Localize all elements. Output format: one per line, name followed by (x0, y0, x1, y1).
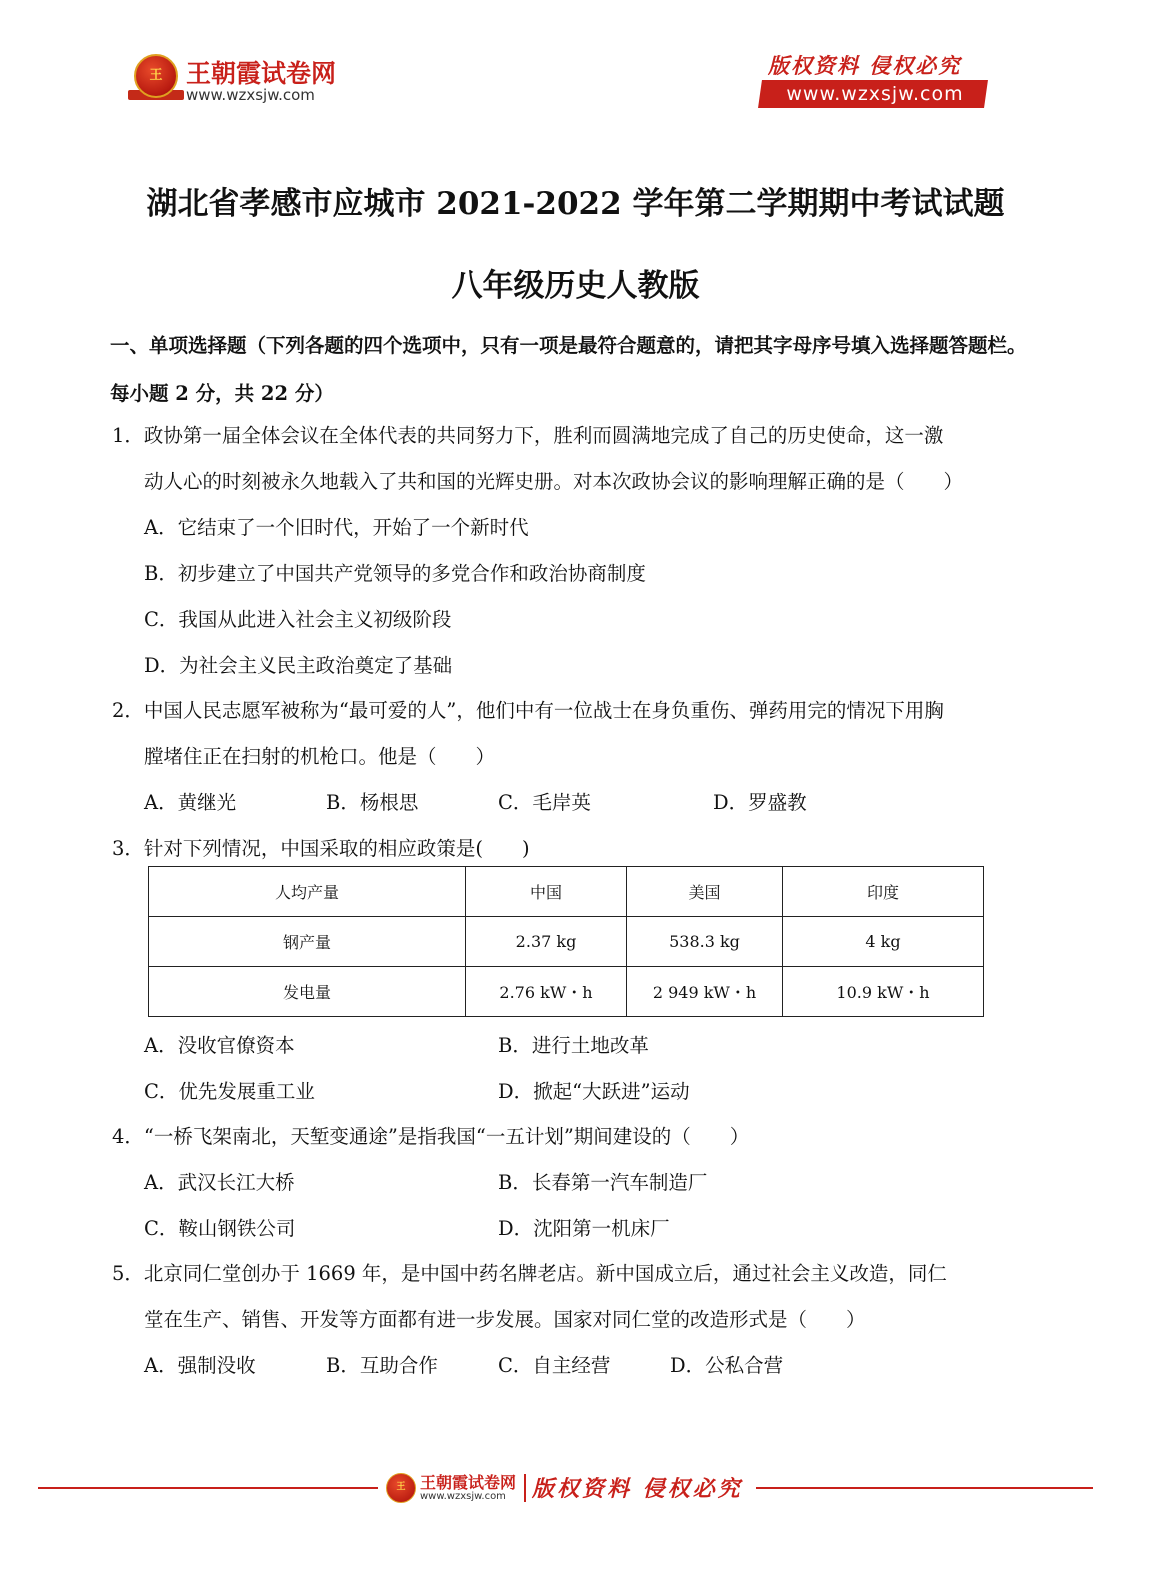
question-3-option-d[interactable]: D．掀起“大跃进”运动 (498, 1080, 690, 1103)
table-cell: 2.37 kg (466, 917, 627, 967)
question-2-option-a[interactable]: A．黄继光 (144, 791, 237, 814)
question-1-text-cont: 动人心的时刻被永久地载入了共和国的光辉史册。对本次政协会议的影响理解正确的是（ ） (144, 470, 964, 493)
footer-separator (524, 1474, 526, 1502)
question-1-text: 1．政协第一届全体会议在全体代表的共同努力下，胜利而圆满地完成了自己的历史使命，这一激 (112, 424, 944, 447)
footer-divider-left (38, 1487, 378, 1489)
table-cell: 发电量 (149, 967, 466, 1017)
table-header-row (149, 867, 984, 917)
question-1-option-a[interactable]: A．它结束了一个旧时代，开始了一个新时代 (144, 516, 529, 539)
table-header-cell: 人均产量 (149, 867, 466, 917)
production-table (148, 866, 984, 1017)
table-cell: 4 kg (783, 917, 984, 967)
footer-logo[interactable] (386, 1470, 766, 1510)
question-3-option-a[interactable]: A．没收官僚资本 (144, 1034, 295, 1057)
question-2-option-b[interactable]: B．杨根思 (326, 791, 419, 814)
table-row (149, 917, 984, 967)
table-cell: 钢产量 (149, 917, 466, 967)
site-url-link[interactable]: www.wzxsjw.com (786, 83, 964, 105)
question-4-option-a[interactable]: A．武汉长江大桥 (144, 1171, 295, 1194)
question-4-option-c[interactable]: C．鞍山钢铁公司 (144, 1217, 296, 1240)
table-cell: 2 949 kW・h (627, 967, 783, 1017)
question-5-text: 5．北京同仁堂创办于 1669 年，是中国中药名牌老店。新中国成立后，通过社会主义改造，同仁 (112, 1262, 947, 1285)
site-logo[interactable] (134, 52, 434, 112)
question-3-option-b[interactable]: B．进行土地改革 (498, 1034, 649, 1057)
exam-subtitle: 八年级历史人教版 (451, 268, 700, 304)
question-4-option-b[interactable]: B．长春第一汽车制造厂 (498, 1171, 708, 1194)
footer-emblem-icon: 王 (386, 1473, 416, 1503)
question-1-option-b[interactable]: B．初步建立了中国共产党领导的多党合作和政治协商制度 (144, 562, 646, 585)
footer-site-url[interactable]: www.wzxsjw.com (420, 1491, 506, 1502)
table-cell: 10.9 kW・h (783, 967, 984, 1017)
logo-name: 王朝霞试卷网 (186, 59, 337, 88)
question-1-option-d[interactable]: D．为社会主义民主政治奠定了基础 (144, 654, 453, 677)
question-2-text: 2．中国人民志愿军被称为“最可爱的人”，他们中有一位战士在身负重伤、弹药用完的情况下用胸 (112, 699, 944, 722)
table-header-cell: 中国 (466, 867, 627, 917)
question-2-option-c[interactable]: C．毛岸英 (498, 791, 591, 814)
copyright-notice: 版权资料 侵权必究 (768, 53, 962, 78)
table-row (149, 967, 984, 1017)
question-5-text-cont: 堂在生产、销售、开发等方面都有进一步发展。国家对同仁堂的改造形式是（ ） (144, 1308, 866, 1331)
question-2-text-cont: 膛堵住正在扫射的机枪口。他是（ ） (144, 745, 496, 768)
question-4-option-d[interactable]: D．沈阳第一机床厂 (498, 1217, 670, 1240)
table-header-cell: 印度 (783, 867, 984, 917)
table-header-cell: 美国 (627, 867, 783, 917)
question-3-text: 3．针对下列情况，中国采取的相应政策是( ) (112, 837, 530, 860)
exam-title: 湖北省孝感市应城市 2021-2022 学年第二学期期中考试试题 (146, 186, 1005, 222)
logo-emblem-icon: 王 (134, 54, 178, 98)
logo-url[interactable]: www.wzxsjw.com (186, 86, 315, 104)
footer-copyright: 版权资料 侵权必究 (532, 1476, 743, 1502)
table-cell: 2.76 kW・h (466, 967, 627, 1017)
section-heading: 一、单项选择题（下列各题的四个选项中，只有一项是最符合题意的，请把其字母序号填入选择题答题栏。每小题 2 分，共 22 分） (110, 334, 1027, 405)
question-4-text: 4．“一桥飞架南北，天堑变通途”是指我国“一五计划”期间建设的（ ） (112, 1125, 750, 1148)
question-1-option-c[interactable]: C．我国从此进入社会主义初级阶段 (144, 608, 452, 631)
question-5-option-b[interactable]: B．互助合作 (326, 1354, 438, 1377)
footer-site-name: 王朝霞试卷网 (420, 1473, 517, 1492)
question-5-option-c[interactable]: C．自主经营 (498, 1354, 611, 1377)
table-cell: 538.3 kg (627, 917, 783, 967)
question-2-option-d[interactable]: D．罗盛教 (713, 791, 807, 814)
question-5-option-a[interactable]: A．强制没收 (144, 1354, 256, 1377)
question-5-option-d[interactable]: D．公私合营 (670, 1354, 784, 1377)
footer-divider-right (756, 1487, 1093, 1489)
question-3-option-c[interactable]: C．优先发展重工业 (144, 1080, 315, 1103)
copyright-banner (760, 50, 990, 110)
